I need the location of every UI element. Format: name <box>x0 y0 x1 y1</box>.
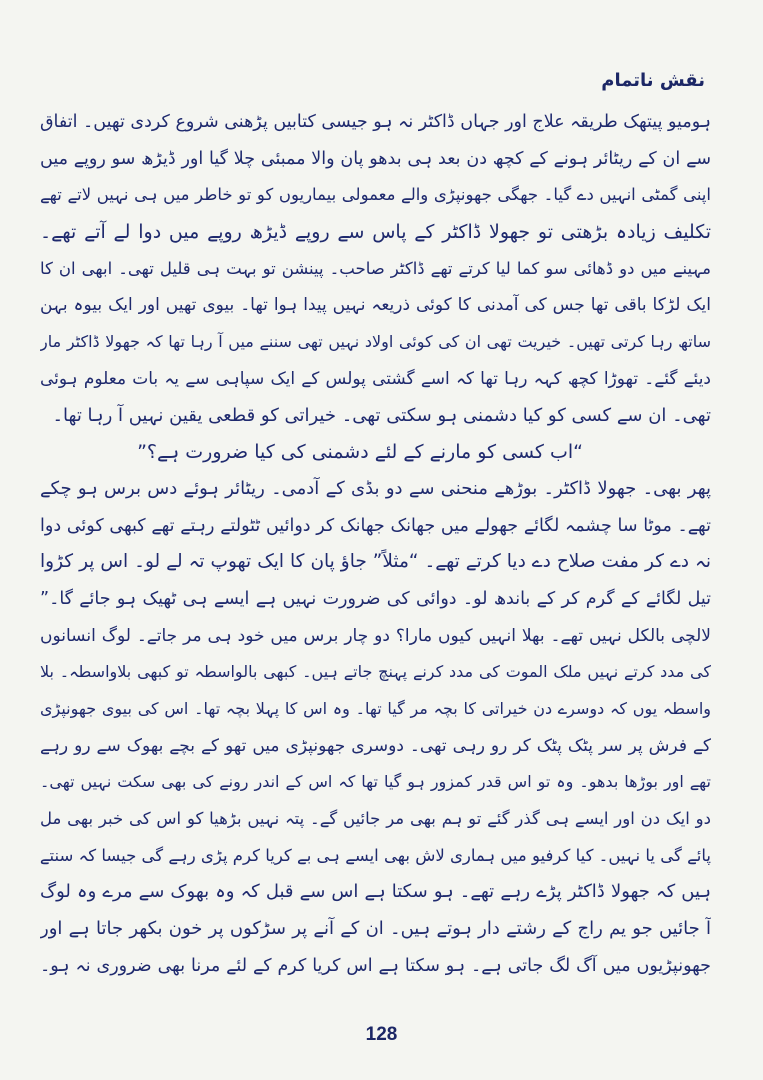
text-line: تکلیف زیادہ بڑھتی تو جھولا ڈاکٹر کے پاس سے روپے ڈیڑھ روپے میں دوا لے آتے تھے۔ <box>40 221 711 244</box>
text-line: ساتھ رہا کرتی تھیں۔ خیریت تھی ان کی کوئی اولاد نہیں تھی سننے میں آ رہا تھا کہ جھولا ڈاکٹر مار <box>40 332 711 352</box>
text-line: تھے اور بوڑھا بدھو۔ وہ تو اس قدر کمزور ہو گیا تھا کہ اس کے اندر رونے کی بھی سکت نہیں تھی۔ <box>40 772 711 792</box>
text-line: ایک لڑکا باقی تھا جس کی آمدنی کا کوئی ذریعہ نہیں پیدا ہوا تھا۔ بیوی تھیں اور ایک بیوہ بہن <box>40 295 711 316</box>
text-line: اپنی گمٹی انہیں دے گیا۔ جھگی جھونپڑی والے معمولی بیماریوں کو تو خاطر میں ہی نہیں لاتے تھے <box>40 185 711 205</box>
text-line: تھے۔ موٹا سا چشمہ لگائے جھولے میں جھانک جھانک کر دوائیں ٹٹولتے رہتے تھے کبھی کوئی دوا <box>40 515 711 536</box>
text-line: مہینے میں دو ڈھائی سو کما لیا کرتے تھے ڈاکٹر صاحب۔ پینشن تو بہت ہی قلیل تھی۔ ابھی ان کا <box>40 258 711 278</box>
text-line: دو ایک دن اور ایسے ہی گذر گئے تو ہم بھی مر جائیں گے۔ پتہ نہیں بڑھیا کو اس کی خبر بھی مل <box>40 809 711 829</box>
body-text <box>40 104 711 985</box>
text-line: دیئے گئے۔ تھوڑا کچھ کہہ رہا تھا کہ اسے گشتی پولس کے ایک سپاہی سے یہ بات معلوم ہوئی <box>40 368 711 389</box>
text-line: لالچی بالکل نہیں تھے۔ بھلا انہیں کیوں مارا؟ دو چار برس میں خود ہی مر جاتے۔ لوگ انسانوں <box>40 625 711 646</box>
text-line: واسطہ یوں کہ دوسرے دن خیراتی کا بچہ مر گیا تھا۔ وہ اس کا پہلا بچہ تھا۔ اس کی بیوی جھونپڑی <box>40 699 711 718</box>
text-line: کی مدد کرتے نہیں ملک الموت کی مدد کرنے پہنچ جاتے ہیں۔ کبھی بالواسطہ تو کبھی بلاواسطہ۔ بلا <box>40 662 711 682</box>
text-line: تیل لگائے کے گرم کر کے باندھ لو۔ دوائی کی ضرورت نہیں ہے ایسے ہی ٹھیک ہو جائے گا۔” <box>40 588 711 609</box>
text-line: پھر بھی۔ جھولا ڈاکٹر۔ بوڑھے منحنی سے دو بڈی کے آدمی۔ ریٹائر ہوئے دس برس ہو چکے <box>40 477 711 499</box>
page-number: 128 <box>365 1024 398 1045</box>
text-line: تھی۔ ان سے کسی کو کیا دشمنی ہو سکتی تھی۔ خیراتی کو قطعی یقین نہیں آ رہا تھا۔ <box>52 404 711 426</box>
text-line: نہ دے کر مفت صلاح دے دیا کرتے تھے۔ “مثلاً” جاؤ پان کا ایک تھوپ تہ لے لو۔ اس پر کڑوا <box>40 551 711 573</box>
text-line: ہومیو پیتھک طریقہ علاج اور جہاں ڈاکٹر نہ ہو جیسی کتابیں پڑھنی شروع کردی تھیں۔ اتفاق <box>40 112 711 132</box>
quoted-line: “اب کسی کو مارنے کے لئے دشمنی کی کیا ضرورت ہے؟” <box>137 441 583 464</box>
text-line: آ جائیں جو یم راج کے رشتے دار ہوتے ہیں۔ ان کے آنے پر سڑکوں پر خون بکھر جاتا ہے اور <box>40 918 711 940</box>
text-line: ہیں کہ جھولا ڈاکٹر پڑے رہے تھے۔ ہو سکتا ہے اس سے قبل کہ وہ بھوک سے مرے وہ لوگ <box>40 881 711 903</box>
text-line: سے ان کے ریٹائر ہونے کے کچھ دن بعد ہی بدھو پان والا ممبئی چلا گیا اور ڈیڑھ سو روپے میں <box>40 148 711 169</box>
running-head: نقش ناتمام <box>601 70 705 91</box>
text-line: کے فرش پر سر پٹک پٹک کر رو رہی تھی۔ دوسری جھونپڑی میں تھو کے بچے بھوک سے رو رہے <box>40 735 711 756</box>
text-line: جھونپڑیوں میں آگ لگ جاتی ہے۔ ہو سکتا ہے اس کریا کرم کے لئے مرنا بھی ضروری نہ ہو۔ <box>40 955 711 976</box>
text-line: پائے گی یا نہیں۔ کیا کرفیو میں ہماری لاش بھی ایسے ہی بے کریا کرم پڑی رہے گی جیسا کہ سنتے <box>40 845 711 865</box>
